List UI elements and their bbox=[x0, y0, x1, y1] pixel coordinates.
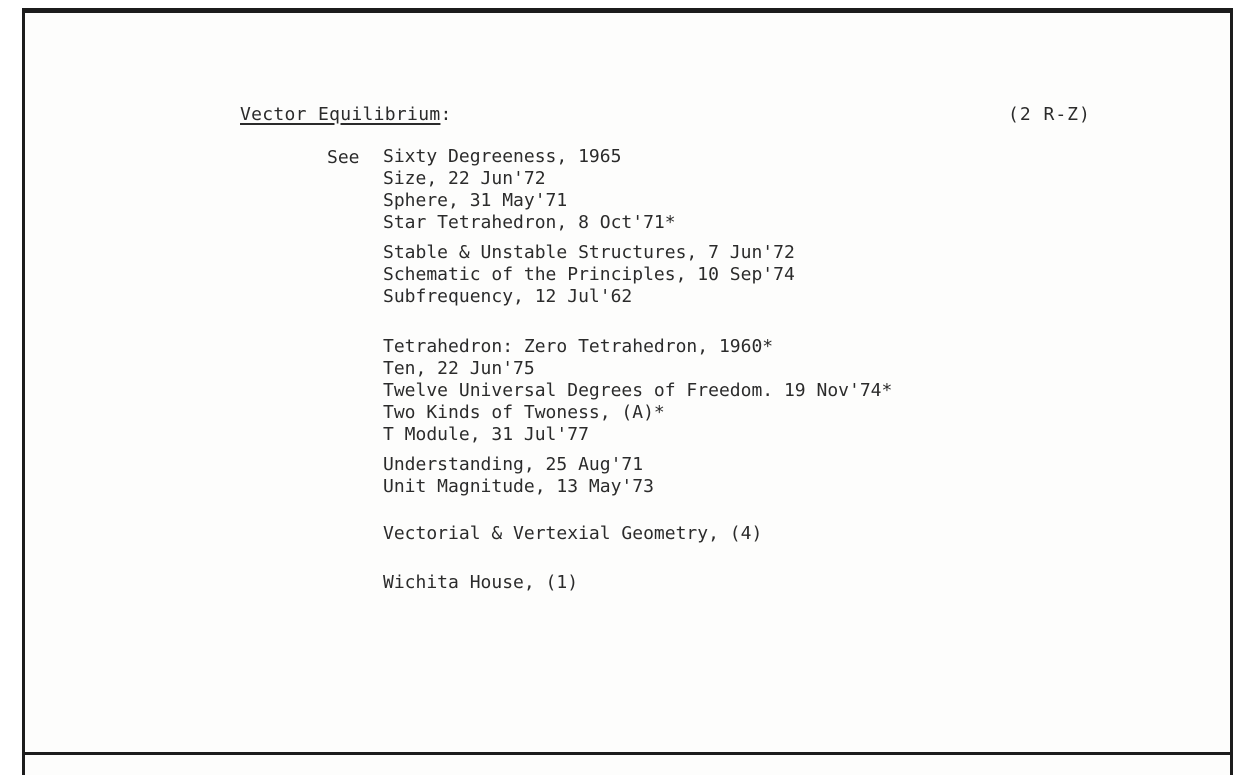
list-item: Tetrahedron: Zero Tetrahedron, 1960* bbox=[383, 336, 774, 357]
heading-title: Vector Equilibrium bbox=[240, 104, 441, 125]
list-item: Stable & Unstable Structures, 7 Jun'72 bbox=[383, 242, 795, 263]
list-item: Ten, 22 Jun'75 bbox=[383, 358, 535, 379]
list-item: Star Tetrahedron, 8 Oct'71* bbox=[383, 212, 676, 233]
card-code: (2 R-Z) bbox=[1008, 104, 1091, 125]
list-item: Unit Magnitude, 13 May'73 bbox=[383, 476, 654, 497]
list-item: Size, 22 Jun'72 bbox=[383, 168, 546, 189]
card-heading bbox=[240, 104, 452, 125]
see-label: See bbox=[327, 147, 360, 168]
list-item: T Module, 31 Jul'77 bbox=[383, 424, 589, 445]
cross-reference-list bbox=[383, 0, 893, 593]
list-item: Understanding, 25 Aug'71 bbox=[383, 454, 644, 475]
list-item: Sphere, 31 May'71 bbox=[383, 190, 568, 211]
list-item: Schematic of the Principles, 10 Sep'74 bbox=[383, 264, 795, 285]
list-item: Subfrequency, 12 Jul'62 bbox=[383, 286, 633, 307]
list-item: Vectorial & Vertexial Geometry, (4) bbox=[383, 523, 763, 544]
list-item: Sixty Degreeness, 1965 bbox=[383, 146, 622, 167]
list-item: Two Kinds of Twoness, (A)* bbox=[383, 402, 665, 423]
card-bottom-rule bbox=[22, 752, 1233, 755]
list-item: Wichita House, (1) bbox=[383, 572, 579, 593]
heading-colon: : bbox=[440, 104, 452, 125]
list-item: Twelve Universal Degrees of Freedom. 19 Nov'74* bbox=[383, 380, 893, 401]
